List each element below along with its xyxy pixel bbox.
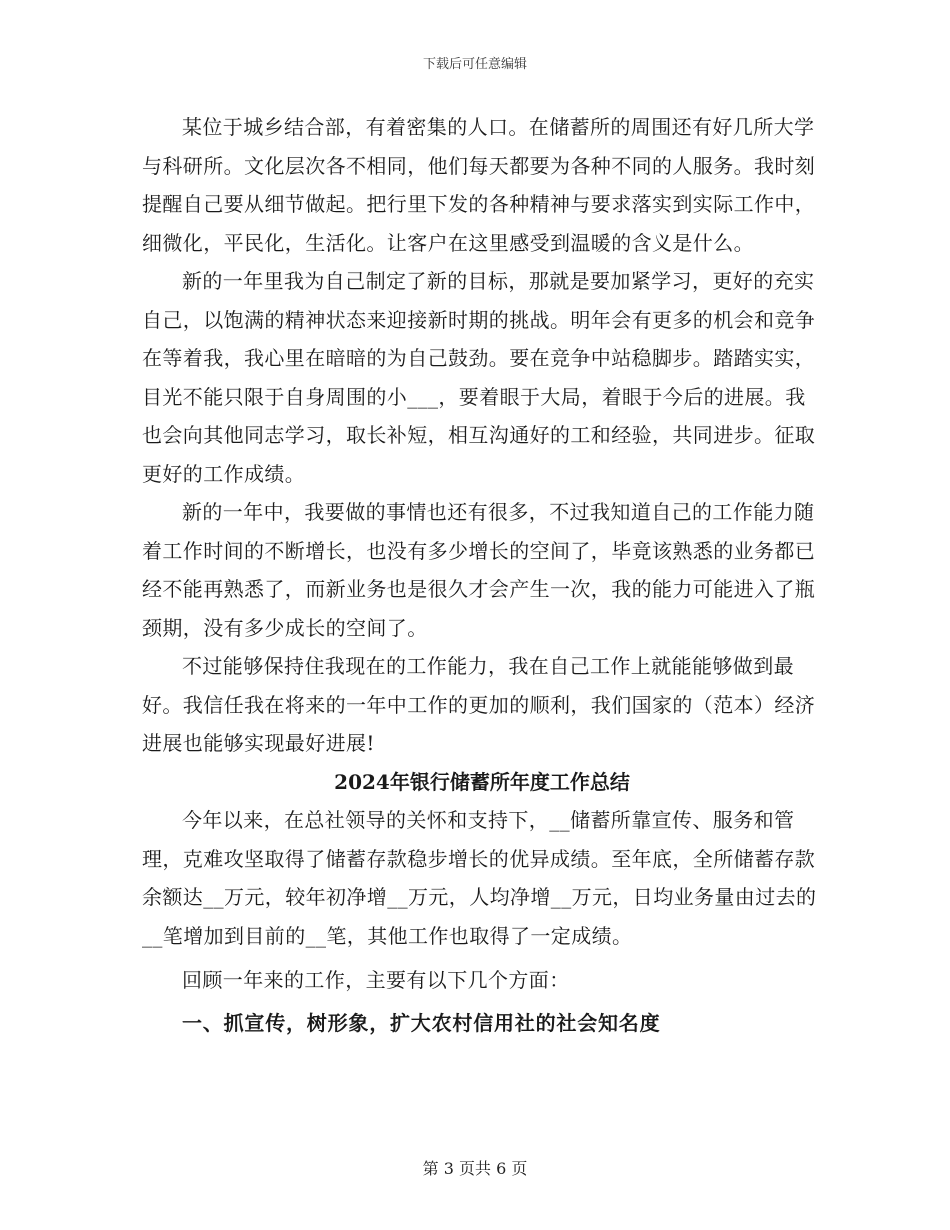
document-body [142,108,822,1042]
section-paragraph-2: 回顾一年来的工作，主要有以下几个方面： [182,968,570,992]
section-paragraph-1: 今年以来，在总社领导的关怀和支持下，__储蓄所靠宣传、服务和管理，克难攻坚取得了储蓄存款稳步增长的优异成绩。至年底，全所储蓄存款余额达__万元，较年初净增__万元，人均净增__万元，日均业务量由过去的__笔增加到目前的__笔，其他工作也取得了一定成绩。 [142,808,817,948]
section-title: 2024年银行储蓄所年度工作总结 [334,769,630,794]
paragraph-4: 不过能够保持住我现在的工作能力，我在自己工作上就能能够做到最好。我信任我在将来的一年中工作的更加的顺利，我们国家的（范本）经济进展也能够实现最好进展! [142,654,816,755]
paragraph-3: 新的一年中，我要做的事情也还有很多，不过我知道自己的工作能力随着工作时间的不断增长，也没有多少增长的空间了，毕竟该熟悉的业务都已经不能再熟悉了，而新业务也是很久才会产生一次，我的能力可能进入了瓶颈期，没有多少成长的空间了。 [142,500,816,640]
page-footer: 第 3 页共 6 页 [422,1159,528,1178]
paragraph-2: 新的一年里我为自己制定了新的目标，那就是要加紧学习，更好的充实自己，以饱满的精神状态来迎接新时期的挑战。明年会有更多的机会和竞争在等着我，我心里在暗暗的为自己鼓劲。要在竞争中站稳脚步。踏踏实实，目光不能只限于自身周围的小___，要着眼于大局，着眼于今后的进展。我也会向其他同志学习，取长补短，相互沟通好的工和经验，共同进步。征取更好的工作成绩。 [142,269,816,486]
page-header: 下载后可任意编辑 [422,57,527,72]
subheading: 一、抓宣传，树形象，扩大农村信用社的社会知名度 [182,1010,661,1035]
paragraph-1: 某位于城乡结合部，有着密集的人口。在储蓄所的周围还有好几所大学与科研所。文化层次各不相同，他们每天都要为各种不同的人服务。我时刻提醒自己要从细节做起。把行里下发的各种精神与要求落实到实际工作中，细微化，平民化，生活化。让客户在这里感受到温暖的含义是什么。 [142,115,816,255]
